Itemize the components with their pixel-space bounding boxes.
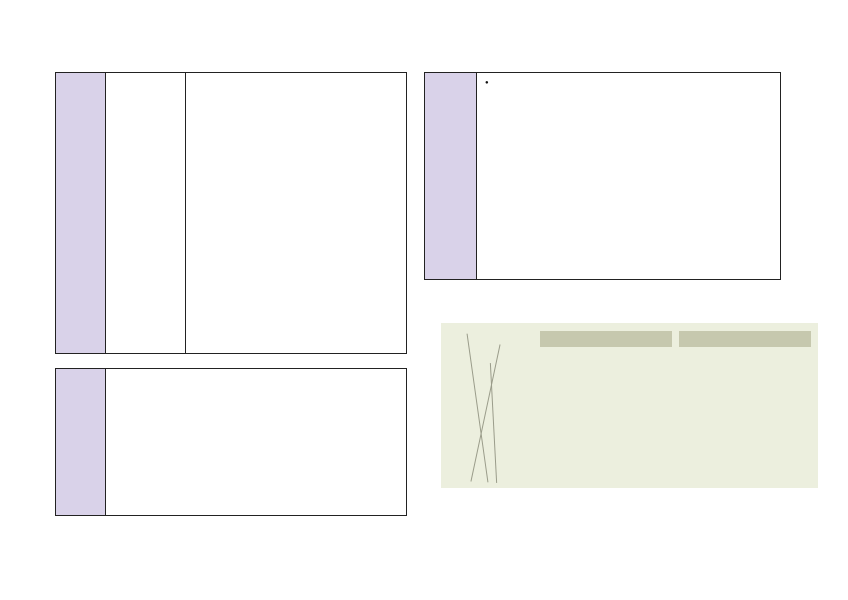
purple-strip xyxy=(56,73,106,353)
diabetis-content xyxy=(106,369,406,515)
table-header-venoses xyxy=(540,331,672,347)
diabetis-box xyxy=(55,368,407,516)
mecanisme-label xyxy=(106,73,186,353)
peu-box xyxy=(424,72,781,280)
nafres-table-image xyxy=(441,323,818,488)
mecanisme-content xyxy=(186,73,406,353)
purple-strip xyxy=(56,369,106,515)
peu-content xyxy=(477,73,780,279)
peu-label xyxy=(425,73,477,279)
table-header-arterials xyxy=(679,331,811,347)
mecanisme-box xyxy=(55,72,407,354)
decorative-stroke xyxy=(490,363,497,483)
